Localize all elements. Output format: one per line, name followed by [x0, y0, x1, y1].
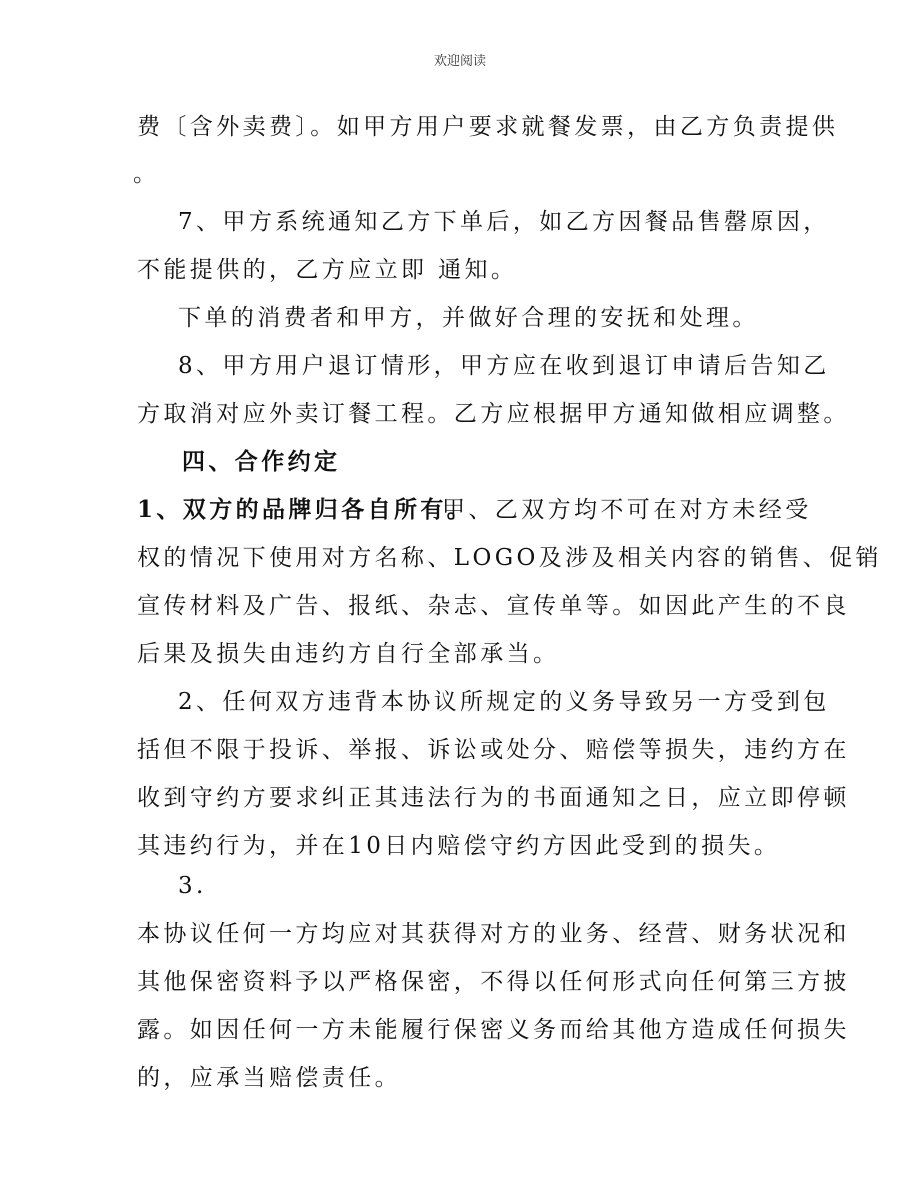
clause-title: 1、双方的品牌归各自所有。	[137, 496, 474, 523]
paragraph-line: 后果及损失由违约方自行全部承当。	[137, 641, 560, 667]
paragraph-line: 权的情况下使用对方名称、LOGO及涉及相关内容的销售、促销	[137, 545, 882, 571]
paragraph-line: 方取消对应外卖订餐工程。乙方应根据甲方通知做相应调整。	[137, 401, 850, 427]
clause-number: 3.	[178, 873, 207, 899]
page-header: 欢迎阅读	[433, 54, 486, 69]
paragraph-line: 7、甲方系统通知乙方下单后，如乙方因餐品售罄原因，	[178, 209, 830, 235]
paragraph-line: 括但不限于投诉、举报、诉讼或处分、赔偿等损失，违约方在	[137, 737, 850, 763]
paragraph-line: 下单的消费者和甲方，并做好合理的安抚和处理。	[178, 305, 759, 331]
paragraph-line: 8、甲方用户退订情形，甲方应在收到退订申请后告知乙	[178, 353, 830, 379]
paragraph-line: 的，应承当赔偿责任。	[137, 1065, 401, 1091]
paragraph-line: 其违约行为，并在10日内赔偿守约方因此受到的损失。	[137, 833, 781, 859]
paragraph-line: 不能提供的，乙方应立即 通知。	[137, 257, 518, 283]
paragraph-line: 甲、乙双方均不可在对方未经受	[442, 497, 812, 523]
paragraph-line: 露。如因任何一方未能履行保密义务而给其他方造成任何损失	[137, 1017, 850, 1043]
paragraph-line: 费〔含外卖费〕。如甲方用户要求就餐发票，由乙方负责提供	[137, 114, 839, 140]
paragraph-line: 宣传材料及广告、报纸、杂志、宣传单等。如因此产生的不良	[137, 593, 850, 619]
paragraph-line: 。	[133, 161, 160, 187]
paragraph-line: 本协议任何一方均应对其获得对方的业务、经营、财务状况和	[137, 921, 850, 947]
paragraph-line: 其他保密资料予以严格保密，不得以任何形式向任何第三方披	[137, 969, 850, 995]
paragraph-line: 收到守约方要求纠正其违法行为的书面通知之日，应立即停顿	[137, 785, 850, 811]
section-heading: 四、合作约定	[182, 448, 341, 475]
paragraph-line: 2、任何双方违背本协议所规定的义务导致另一方受到包	[178, 689, 830, 715]
